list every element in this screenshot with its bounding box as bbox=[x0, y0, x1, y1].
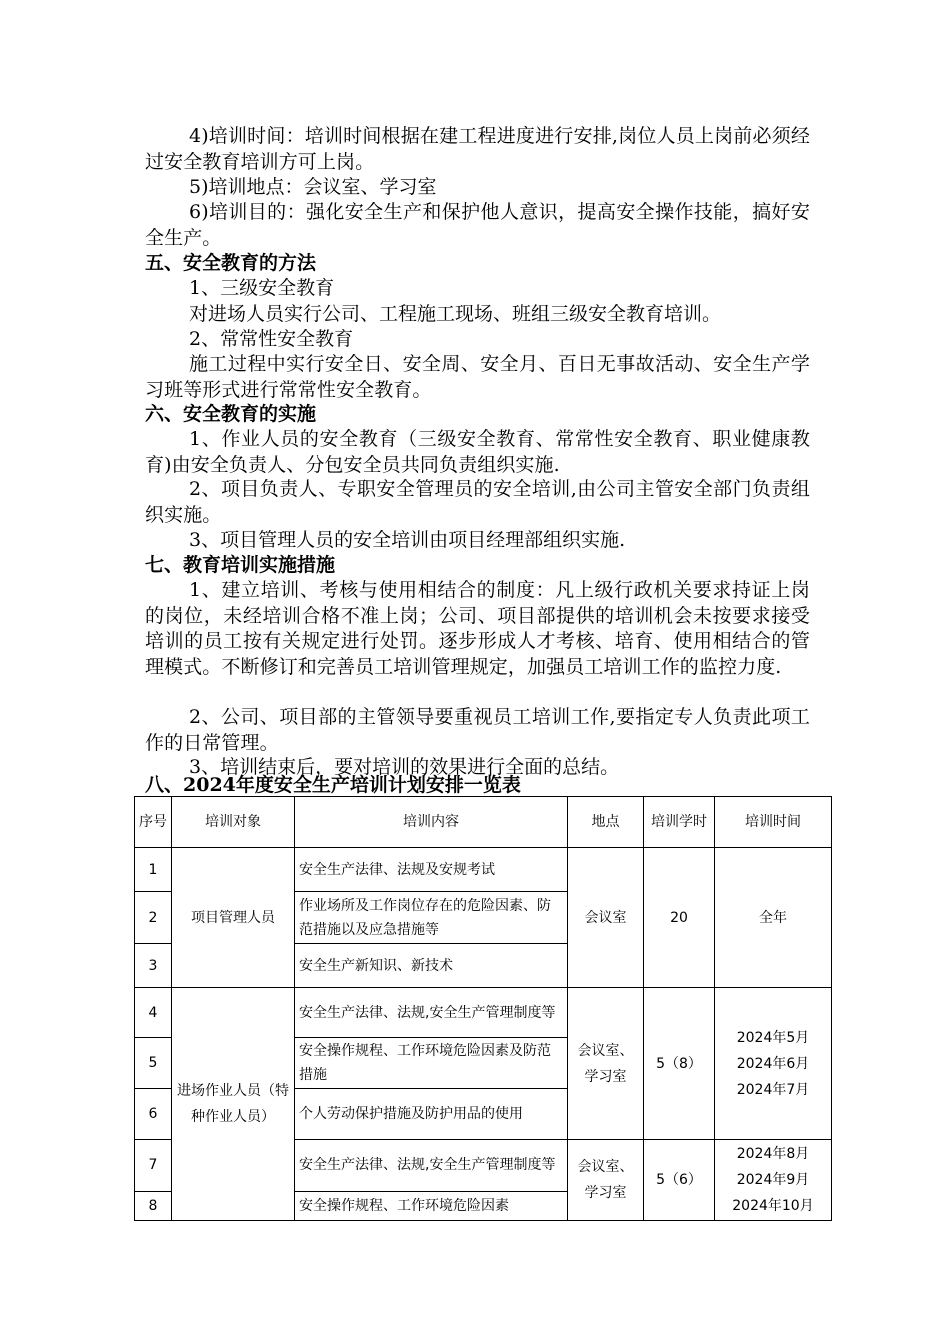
row-no: 6 bbox=[135, 1089, 172, 1140]
row-content: 个人劳动保护措施及防护用品的使用 bbox=[295, 1089, 568, 1140]
paragraph-implementation-1: 1、作业人员的安全教育（三级安全教育、常常性安全教育、职业健康教育)由安全负责人、分包安全员共同负责组织实施. bbox=[145, 428, 810, 476]
row-no: 3 bbox=[135, 944, 172, 988]
paragraph-training-time: 4)培训时间：培训时间根据在建工程进度进行安排,岗位人员上岗前必须经过安全教育培训方可上岗。 bbox=[145, 125, 810, 173]
row-content: 作业场所及工作岗位存在的危险因素、防范措施以及应急措施等 bbox=[295, 892, 568, 944]
cell-hours-group3: 5（6） bbox=[644, 1140, 715, 1221]
paragraph-measure-2: 2、公司、项目部的主管领导要重视员工培训工作,要指定专人负责此项工作的日常管理。 bbox=[145, 706, 810, 754]
training-plan-table bbox=[134, 796, 832, 1221]
cell-hours-group2: 5（8） bbox=[644, 988, 715, 1140]
cell-target-group1: 项目管理人员 bbox=[172, 848, 295, 988]
paragraph-three-level: 对进场人员实行公司、工程施工现场、班组三级安全教育培训。 bbox=[189, 303, 722, 325]
row-no: 2 bbox=[135, 892, 172, 944]
paragraph-measure-1: 1、建立培训、考核与使用相结合的制度：凡上级行政机关要求持证上岗的岗位，未经培训合格不准上岗；公司、项目部提供的培训机会未按要求接受培训的员工按有关规定进行处罚。逐步形成人才考核、培育、使用相结合的管理模式。不断修订和完善员工培训管理规定，加强员工培训工作的监控力度. bbox=[145, 579, 810, 678]
paragraph-implementation-3: 3、项目管理人员的安全培训由项目经理部组织实施. bbox=[189, 529, 626, 551]
row-no: 7 bbox=[135, 1140, 172, 1192]
cell-location-group3: 会议室、学习室 bbox=[568, 1140, 644, 1221]
time-line: 2024年5月 bbox=[736, 1029, 810, 1046]
row-content: 安全生产新知识、新技术 bbox=[295, 944, 568, 988]
paragraph-training-location: 5)培训地点：会议室、学习室 bbox=[189, 176, 437, 198]
paragraph-measure-3: 3、培训结束后，要对培训的效果进行全面的总结。 bbox=[189, 756, 620, 778]
time-line: 2024年8月 bbox=[736, 1146, 810, 1162]
header-hours: 培训学时 bbox=[644, 797, 715, 848]
time-line: 2024年6月 bbox=[736, 1055, 810, 1072]
time-line: 2024年7月 bbox=[736, 1081, 810, 1098]
header-no: 序号 bbox=[135, 797, 172, 848]
header-target: 培训对象 bbox=[172, 797, 295, 848]
table-header-row bbox=[135, 797, 832, 848]
time-line: 2024年10月 bbox=[732, 1198, 814, 1214]
cell-time-group2 bbox=[715, 988, 832, 1140]
table-row bbox=[135, 848, 832, 892]
row-no: 5 bbox=[135, 1038, 172, 1089]
paragraph-regular: 施工过程中实行安全日、安全周、安全月、百日无事故活动、安全生产学习班等形式进行常常性安全教育。 bbox=[145, 353, 810, 401]
section-heading-8: 八、2024年度安全生产培训计划安排一览表 bbox=[145, 774, 521, 796]
subheading-regular: 2、常常性安全教育 bbox=[189, 328, 354, 350]
cell-location-group1: 会议室 bbox=[568, 848, 644, 988]
row-content: 安全生产法律、法规及安规考试 bbox=[295, 848, 568, 892]
row-content: 安全操作规程、工作环境危险因素及防范措施 bbox=[295, 1038, 568, 1089]
cell-time-group3 bbox=[715, 1140, 832, 1221]
header-content: 培训内容 bbox=[295, 797, 568, 848]
row-no: 1 bbox=[135, 848, 172, 892]
subheading-three-level: 1、三级安全教育 bbox=[189, 277, 335, 299]
cell-hours-group1: 20 bbox=[644, 848, 715, 988]
row-content: 安全操作规程、工作环境危险因素 bbox=[295, 1191, 568, 1220]
paragraph-implementation-2: 2、项目负责人、专职安全管理员的安全培训,由公司主管安全部门负责组织实施。 bbox=[145, 478, 810, 526]
header-location: 地点 bbox=[568, 797, 644, 848]
section-heading-5: 五、安全教育的方法 bbox=[145, 252, 317, 274]
time-line: 2024年9月 bbox=[736, 1172, 810, 1188]
row-no: 4 bbox=[135, 988, 172, 1038]
section-heading-7: 七、教育培训实施措施 bbox=[145, 554, 336, 576]
row-content: 安全生产法律、法规,安全生产管理制度等 bbox=[295, 988, 568, 1038]
row-no: 8 bbox=[135, 1191, 172, 1220]
cell-target-group2: 进场作业人员（特种作业人员） bbox=[172, 988, 295, 1221]
header-time: 培训时间 bbox=[715, 797, 832, 848]
cell-location-group2: 会议室、学习室 bbox=[568, 988, 644, 1140]
section-heading-6: 六、安全教育的实施 bbox=[145, 403, 317, 425]
row-content: 安全生产法律、法规,安全生产管理制度等 bbox=[295, 1140, 568, 1192]
paragraph-training-goal: 6)培训目的：强化安全生产和保护他人意识，提高安全操作技能，搞好安全生产。 bbox=[145, 201, 810, 249]
table-row bbox=[135, 988, 832, 1038]
cell-time-group1: 全年 bbox=[715, 848, 832, 988]
